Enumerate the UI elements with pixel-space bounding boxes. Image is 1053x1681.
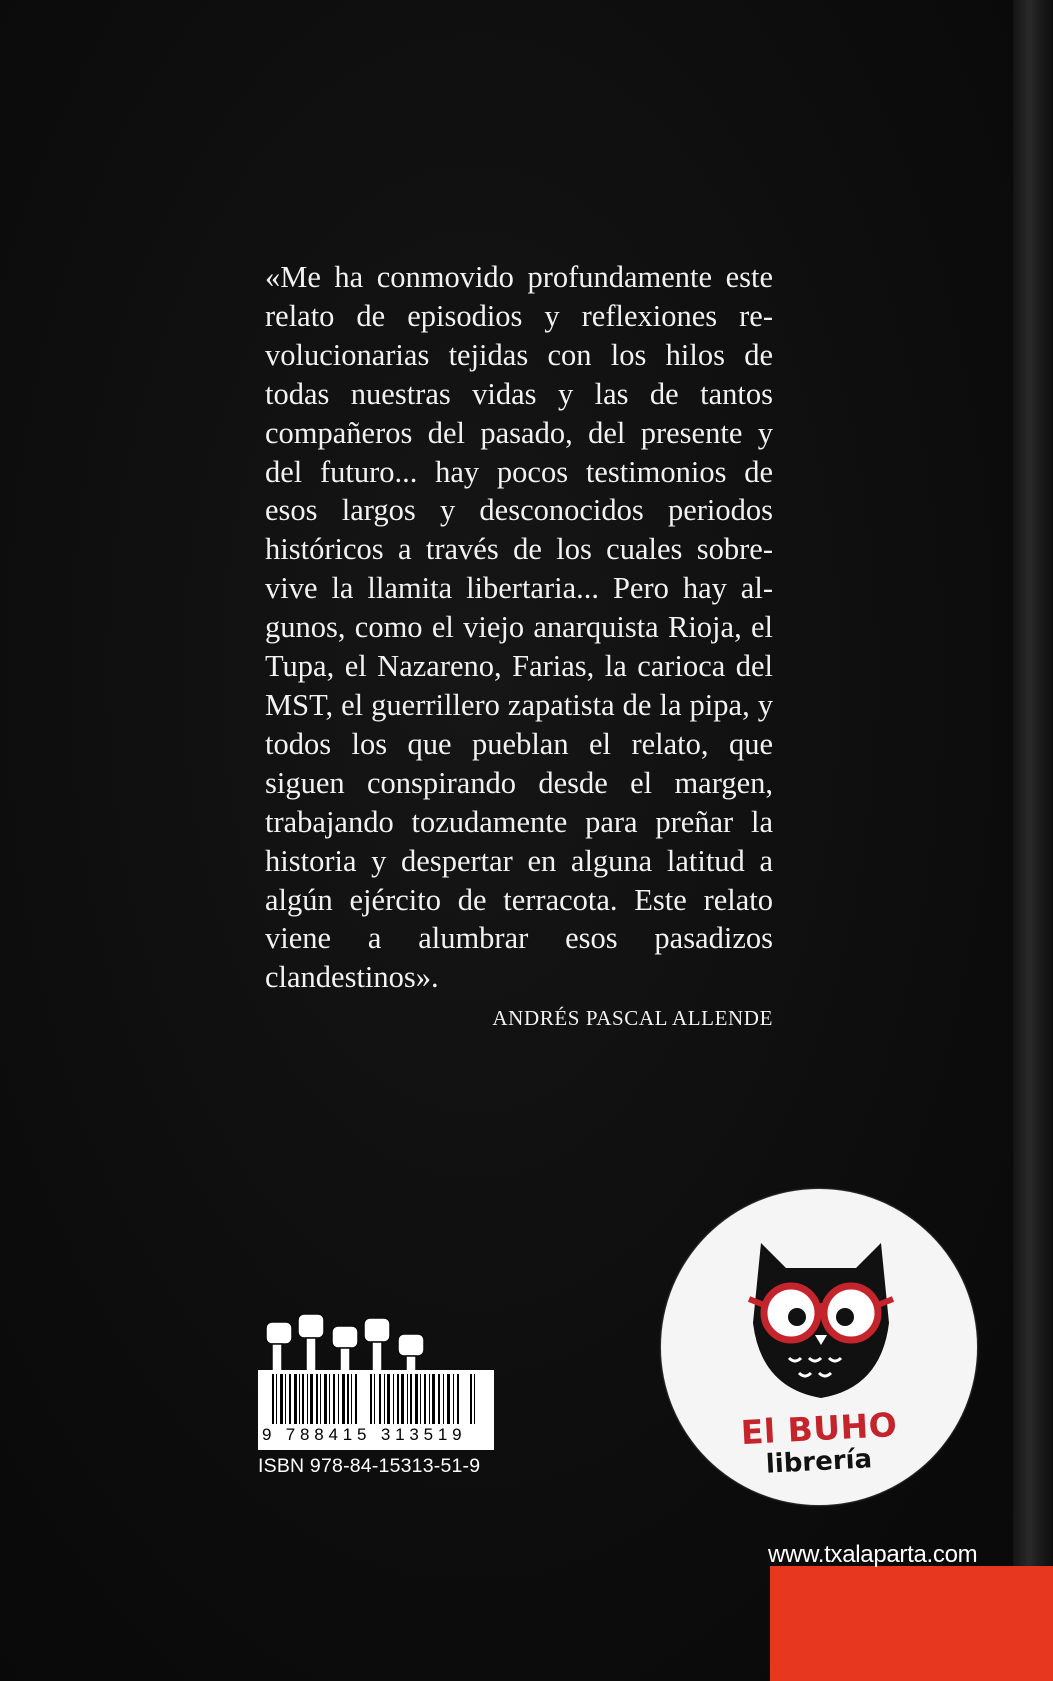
spine-edge <box>1013 0 1053 1681</box>
isbn-label: ISBN 978-84-15313-51-9 <box>258 1455 481 1477</box>
raised-fists-icon <box>262 1300 434 1380</box>
barcode-digits: 9 788415 313519 <box>262 1424 494 1446</box>
sticker-title: El BUHO <box>739 1404 899 1453</box>
publisher-red-tab <box>770 1566 1053 1681</box>
blurb-quote: «Me ha conmovido profundamente este relato de episodios y reflexiones revolucionarias tejidas con los hilos de todas nuestras vidas y las de tantos compañeros del pasado, del presente y del futuro... hay pocos testimonios de esos largos y desconocidos periodos históricos a través de los cuales sobrevive la llamita libertaria... Pero hay algunos, como el viejo anarquista Rioja, el Tupa, el Nazareno, Farias, la carioca del MST, el guerrillero zapatista de la pipa, y todos los que pueblan el relato, que siguen conspirando desde el margen, trabajando tozudamente para preñar la historia y despertar en alguna latitud a algún ejército de terracota. Este relato viene a alumbrar esos pasadizos clandestinos». <box>265 260 773 995</box>
bookstore-sticker <box>661 1189 977 1505</box>
barcode-block <box>258 1300 498 1482</box>
publisher-url[interactable]: www.txalaparta.com <box>768 1541 978 1568</box>
owl-glasses-icon <box>731 1213 911 1413</box>
quote-author: ANDRÉS PASCAL ALLENDE <box>492 1006 773 1030</box>
sticker-subtitle: librería <box>765 1444 873 1480</box>
